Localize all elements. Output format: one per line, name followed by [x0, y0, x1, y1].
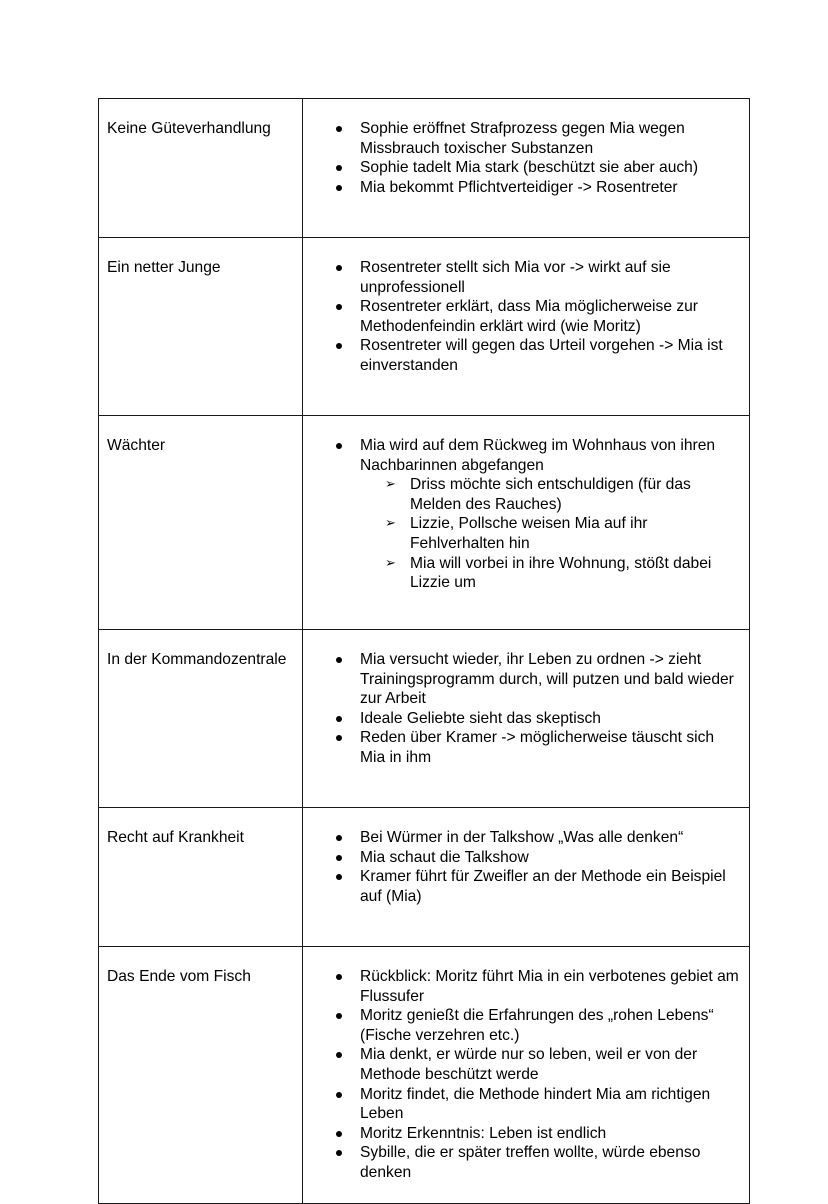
list-item: Sybille, die er später treffen wollte, würde ebenso denken: [360, 1143, 743, 1182]
sub-list-item: ➢ Lizzie, Pollsche weisen Mia auf ihr Fehlverhalten hin: [410, 514, 743, 553]
chapter-summary: [303, 630, 750, 808]
chapter-summary: [303, 947, 750, 1204]
bullet-list: [303, 238, 749, 376]
table-row: [99, 947, 750, 1204]
list-item: Mia schaut die Talkshow: [360, 848, 743, 868]
chapter-title: Recht auf Krankheit: [99, 808, 303, 947]
chapter-title: In der Kommandozentrale: [99, 630, 303, 808]
chapter-summary: [303, 238, 750, 416]
list-item: Ideale Geliebte sieht das skeptisch: [360, 709, 743, 729]
chapter-summary: [303, 416, 750, 630]
list-item: Bei Würmer in der Talkshow „Was alle denken“: [360, 828, 743, 848]
table-row: [99, 416, 750, 630]
list-item: Sophie tadelt Mia stark (beschützt sie aber auch): [360, 158, 743, 178]
chapter-summary: [303, 808, 750, 947]
chapter-title: Das Ende vom Fisch: [99, 947, 303, 1204]
chapter-title: Keine Güteverhandlung: [99, 99, 303, 238]
list-item: [360, 436, 743, 593]
list-item: Rückblick: Moritz führt Mia in ein verbotenes gebiet am Flussufer: [360, 967, 743, 1006]
list-item-text: Mia wird auf dem Rückweg im Wohnhaus von ihren Nachbarinnen abgefangen: [360, 437, 716, 474]
list-item: Moritz Erkenntnis: Leben ist endlich: [360, 1124, 743, 1144]
list-item: Mia denkt, er würde nur so leben, weil er von der Methode beschützt werde: [360, 1045, 743, 1084]
bullet-list: [303, 947, 749, 1183]
list-item: Moritz findet, die Methode hindert Mia am richtigen Leben: [360, 1085, 743, 1124]
table-row: [99, 99, 750, 238]
sub-list-item: ➢ Mia will vorbei in ihre Wohnung, stößt dabei Lizzie um: [410, 554, 743, 593]
list-item: Sophie eröffnet Strafprozess gegen Mia wegen Missbrauch toxischer Substanzen: [360, 119, 743, 158]
bullet-list: [303, 416, 749, 593]
table-row: [99, 238, 750, 416]
sub-list: [360, 475, 743, 593]
table-row: [99, 630, 750, 808]
list-item: Mia bekommt Pflichtverteidiger -> Rosentreter: [360, 178, 743, 198]
list-item: Moritz genießt die Erfahrungen des „rohen Lebens“ (Fische verzehren etc.): [360, 1006, 743, 1045]
bullet-list: [303, 99, 749, 197]
list-item: Kramer führt für Zweifler an der Methode ein Beispiel auf (Mia): [360, 867, 743, 906]
table-row: [99, 808, 750, 947]
chapter-summary: [303, 99, 750, 238]
list-item: Rosentreter will gegen das Urteil vorgehen -> Mia ist einverstanden: [360, 336, 743, 375]
chapter-title: Wächter: [99, 416, 303, 630]
sub-list-item: ➢ Driss möchte sich entschuldigen (für das Melden des Rauches): [410, 475, 743, 514]
bullet-list: [303, 630, 749, 768]
list-item: Reden über Kramer -> möglicherweise täuscht sich Mia in ihm: [360, 728, 743, 767]
list-item: Rosentreter stellt sich Mia vor -> wirkt auf sie unprofessionell: [360, 258, 743, 297]
bullet-list: [303, 808, 749, 906]
list-item: Mia versucht wieder, ihr Leben zu ordnen -> zieht Trainingsprogramm durch, will putzen und bald wieder zur Arbeit: [360, 650, 743, 709]
chapter-title: Ein netter Junge: [99, 238, 303, 416]
list-item: Rosentreter erklärt, dass Mia möglicherweise zur Methodenfeindin erklärt wird (wie Moritz): [360, 297, 743, 336]
chapter-summary-table: [98, 98, 750, 1204]
